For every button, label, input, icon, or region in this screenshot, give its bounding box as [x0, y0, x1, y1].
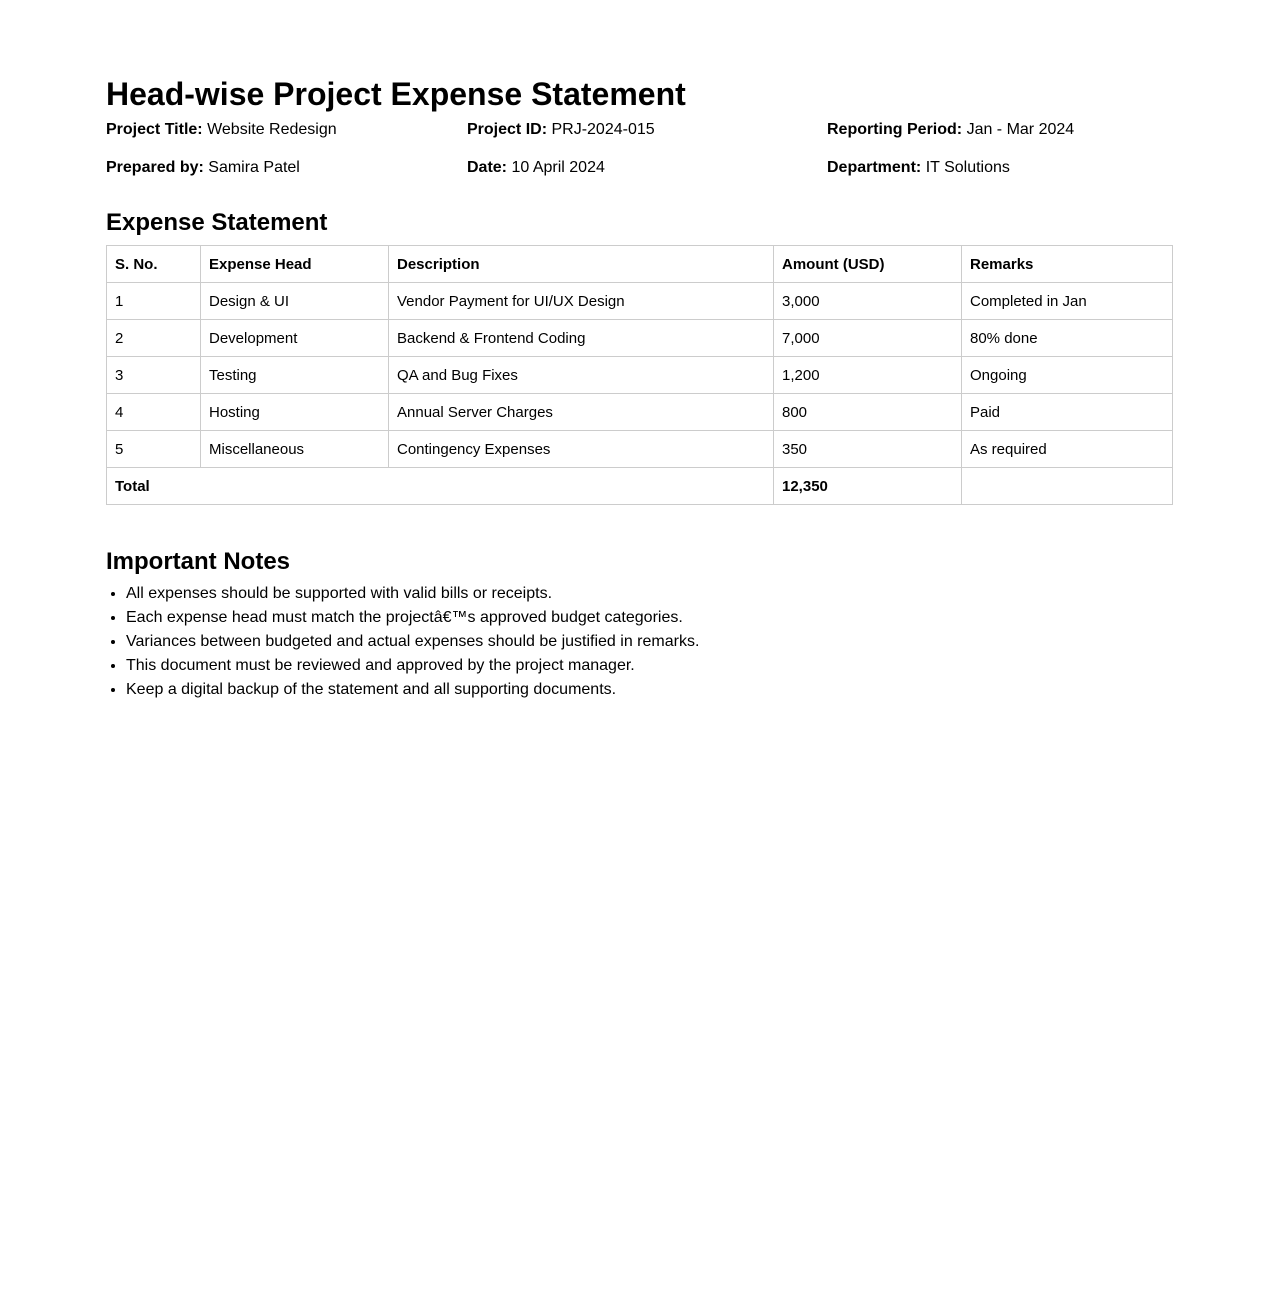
meta-reporting-period: [827, 120, 1074, 140]
column-header-amount: Amount (USD): [774, 246, 962, 283]
cell-remarks: Ongoing: [962, 357, 1173, 394]
expense-table: [106, 245, 1173, 505]
cell-expense-head: Testing: [201, 357, 389, 394]
meta-reporting-period-value: Jan - Mar 2024: [966, 121, 1075, 138]
meta-project-id: [467, 120, 655, 140]
meta-date: [467, 158, 605, 178]
meta-project-title-label: Project Title:: [106, 121, 203, 138]
cell-description: Contingency Expenses: [389, 431, 774, 468]
meta-prepared-by: [106, 158, 300, 178]
notes-section-heading: Important Notes: [106, 548, 291, 575]
cell-sno: 1: [107, 283, 201, 320]
cell-amount: 3,000: [774, 283, 962, 320]
cell-amount: 350: [774, 431, 962, 468]
cell-description: Vendor Payment for UI/UX Design: [389, 283, 774, 320]
table-row: [107, 320, 1173, 357]
page-title: Head-wise Project Expense Statement: [106, 76, 686, 112]
meta-project-id-value: PRJ-2024-015: [551, 121, 655, 138]
list-item: • This document must be reviewed and approved by the project manager.: [126, 654, 1126, 678]
meta-row-1: [106, 120, 1172, 140]
total-label: Total: [107, 468, 774, 505]
cell-amount: 7,000: [774, 320, 962, 357]
meta-date-value: 10 April 2024: [511, 159, 605, 176]
meta-project-title-value: Website Redesign: [207, 121, 337, 138]
meta-prepared-by-value: Samira Patel: [208, 159, 300, 176]
cell-amount: 1,200: [774, 357, 962, 394]
column-header-remarks: Remarks: [962, 246, 1173, 283]
cell-expense-head: Hosting: [201, 394, 389, 431]
meta-reporting-period-label: Reporting Period:: [827, 121, 963, 138]
cell-expense-head: Miscellaneous: [201, 431, 389, 468]
meta-department-value: IT Solutions: [925, 159, 1010, 176]
cell-remarks: 80% done: [962, 320, 1173, 357]
table-total-row: [107, 468, 1173, 505]
cell-description: Annual Server Charges: [389, 394, 774, 431]
table-row: [107, 283, 1173, 320]
cell-description: QA and Bug Fixes: [389, 357, 774, 394]
column-header-expense-head: Expense Head: [201, 246, 389, 283]
meta-date-label: Date:: [467, 159, 508, 176]
table-header-row: [107, 246, 1173, 283]
table-row: [107, 431, 1173, 468]
list-item: • Variances between budgeted and actual expenses should be justified in remarks.: [126, 630, 1126, 654]
cell-remarks: Completed in Jan: [962, 283, 1173, 320]
meta-project-id-label: Project ID:: [467, 121, 548, 138]
total-remarks-empty: [962, 468, 1173, 505]
list-item: • All expenses should be supported with valid bills or receipts.: [126, 582, 1126, 606]
column-header-sno: S. No.: [107, 246, 201, 283]
cell-sno: 3: [107, 357, 201, 394]
cell-expense-head: Development: [201, 320, 389, 357]
meta-project-title: [106, 120, 337, 140]
meta-department-label: Department:: [827, 159, 922, 176]
table-row: [107, 394, 1173, 431]
list-item: • Each expense head must match the projectâ€™s approved budget categories.: [126, 606, 1126, 630]
cell-remarks: As required: [962, 431, 1173, 468]
meta-department: [827, 158, 1010, 178]
cell-amount: 800: [774, 394, 962, 431]
cell-remarks: Paid: [962, 394, 1173, 431]
cell-sno: 4: [107, 394, 201, 431]
cell-sno: 5: [107, 431, 201, 468]
meta-row-2: [106, 158, 1172, 178]
meta-prepared-by-label: Prepared by:: [106, 159, 204, 176]
list-item: • Keep a digital backup of the statement and all supporting documents.: [126, 678, 1126, 702]
expense-section-heading: Expense Statement: [106, 209, 328, 236]
cell-description: Backend & Frontend Coding: [389, 320, 774, 357]
table-row: [107, 357, 1173, 394]
column-header-description: Description: [389, 246, 774, 283]
total-amount: 12,350: [774, 468, 962, 505]
cell-sno: 2: [107, 320, 201, 357]
notes-list: [106, 582, 1126, 702]
cell-expense-head: Design & UI: [201, 283, 389, 320]
